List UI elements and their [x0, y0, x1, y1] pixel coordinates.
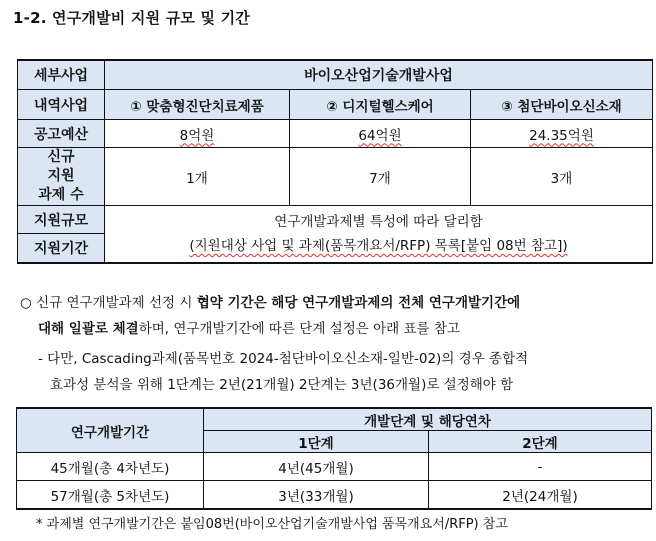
table-row — [18, 120, 653, 148]
project-2: ② 디지털헬스케어 — [290, 90, 471, 120]
support-scale-table — [17, 59, 653, 264]
count-1: 1개 — [105, 148, 290, 206]
table-row — [18, 60, 653, 90]
project-1: ① 맞춤형진단치료제품 — [105, 90, 290, 120]
stage2-cell: 2년(24개월) — [429, 481, 652, 510]
stage-table — [16, 407, 652, 510]
dash-paragraph: - 다만, Cascading과제(품목번호 2024-첨단바이오신소재-일반-02)의 경우 종합적 효과성 분석을 위해 1단계는 2년(21개월) 2단계는 3년(36개월)로 설정해야 함 — [38, 351, 529, 393]
count-2: 7개 — [290, 148, 471, 206]
bullet-paragraph: ○ 신규 연구개발과제 선정 시 협약 기간은 해당 연구개발과제의 전체 연구개발기간에 대해 일괄로 체결하며, 연구개발기간에 따른 단계 설정은 아래 표를 참고 — [20, 295, 521, 337]
stage2-header: 2단계 — [429, 431, 652, 453]
project-3: ③ 첨단바이오신소재 — [471, 90, 653, 120]
stage-group-header: 개발단계 및 해당연차 — [204, 408, 652, 431]
table-row — [17, 408, 652, 431]
period-cell: 45개월(총 4차년도) — [17, 453, 204, 481]
budget-1: 8억원 — [105, 120, 290, 148]
table-row — [18, 90, 653, 120]
program-name: 바이오산업기술개발사업 — [105, 60, 653, 90]
table-row — [17, 453, 652, 481]
stage1-cell: 3년(33개월) — [204, 481, 429, 510]
scale-period-text: 연구개발과제별 특성에 따라 달리함 (지원대상 사업 및 과제(품목개요서/RFP) 목록[붙임 08번 참고]) — [105, 206, 653, 264]
stage1-cell: 4년(45개월) — [204, 453, 429, 481]
scale-row-label: 지원규모 — [18, 206, 105, 234]
budget-3: 24.35억원 — [471, 120, 653, 148]
budget-2: 64억원 — [290, 120, 471, 148]
count-row-label: 신규 지원 과제 수 — [18, 148, 105, 206]
header-label: 세부사업 — [18, 60, 105, 90]
section-title: 1-2. 연구개발비 지원 규모 및 기간 — [13, 9, 250, 27]
period-header: 연구개발기간 — [17, 408, 204, 453]
table-row — [18, 206, 653, 234]
stage2-cell: - — [429, 453, 652, 481]
footnote: * 과제별 연구개발기간은 붙임08번(바이오산업기술개발사업 품목개요서/RFP) 참고 — [36, 517, 508, 532]
table-row — [17, 481, 652, 510]
budget-row-label: 공고예산 — [18, 120, 105, 148]
count-3: 3개 — [471, 148, 653, 206]
period-row-label: 지원기간 — [18, 234, 105, 264]
stage1-header: 1단계 — [204, 431, 429, 453]
period-cell: 57개월(총 5차년도) — [17, 481, 204, 510]
table-row — [18, 148, 653, 206]
project-row-label: 내역사업 — [18, 90, 105, 120]
